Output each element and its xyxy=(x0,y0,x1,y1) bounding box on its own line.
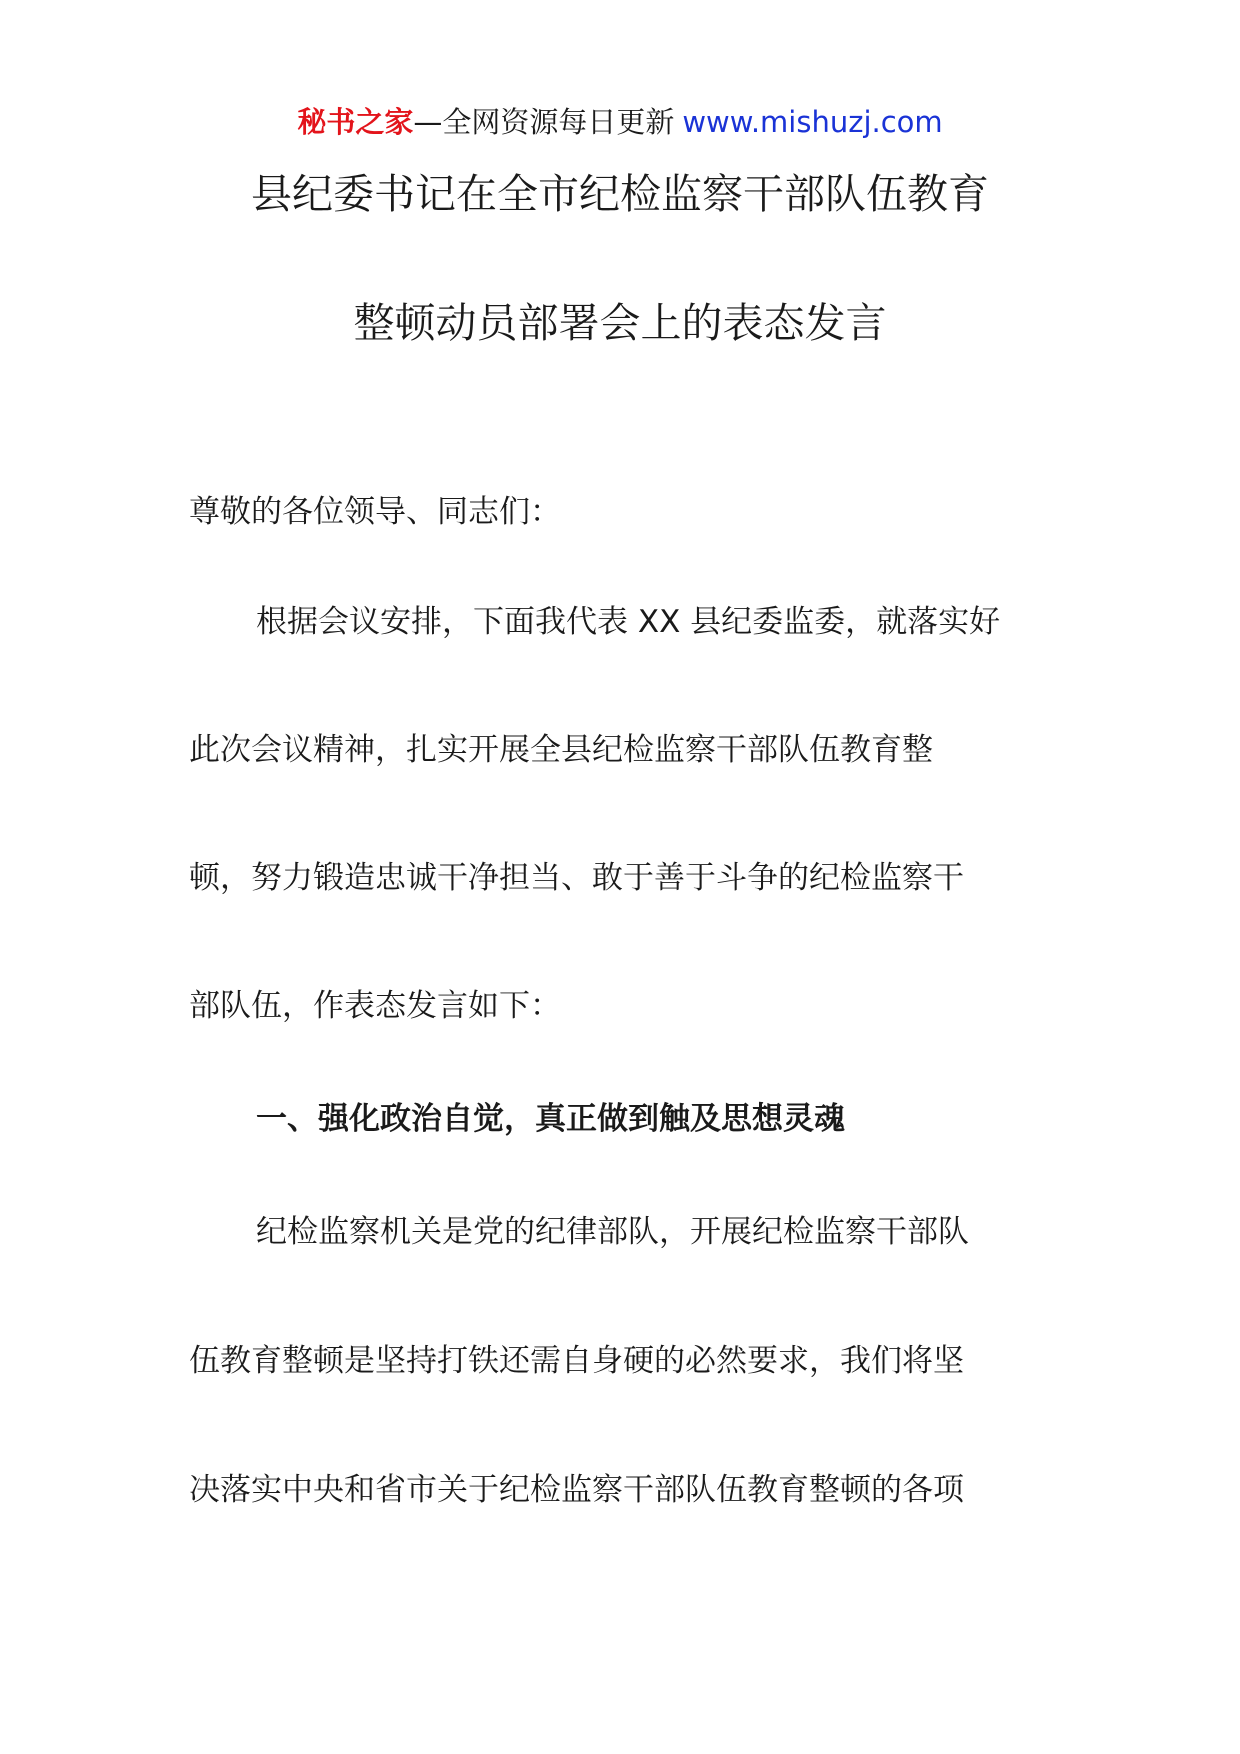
document-title-line-2: 整顿动员部署会上的表态发言 xyxy=(353,299,887,347)
body-line: 纪检监察机关是党的纪律部队，开展纪检监察干部队 xyxy=(256,1214,969,1250)
site-header xyxy=(0,102,1240,142)
body-line: 部队伍，作表态发言如下： xyxy=(189,988,561,1024)
body-line: 顿，努力锻造忠诚干净担当、敢于善于斗争的纪检监察干 xyxy=(189,860,964,896)
site-url-link[interactable]: www.mishuzj.com xyxy=(682,105,943,139)
section-heading: 一、强化政治自觉，真正做到触及思想灵魂 xyxy=(256,1101,845,1137)
salutation: 尊敬的各位领导、同志们： xyxy=(189,494,561,530)
header-tagline: —全网资源每日更新 xyxy=(413,105,675,139)
body-line: 伍教育整顿是坚持打铁还需自身硬的必然要求，我们将坚 xyxy=(189,1343,964,1379)
document-title-line-1: 县纪委书记在全市纪检监察干部队伍教育 xyxy=(251,170,989,218)
body-line: 根据会议安排，下面我代表 XX 县纪委监委，就落实好 xyxy=(256,604,1001,640)
body-line: 此次会议精神，扎实开展全县纪检监察干部队伍教育整 xyxy=(189,732,933,768)
body-line: 决落实中央和省市关于纪检监察干部队伍教育整顿的各项 xyxy=(189,1472,964,1508)
brand-name: 秘书之家 xyxy=(297,105,414,139)
